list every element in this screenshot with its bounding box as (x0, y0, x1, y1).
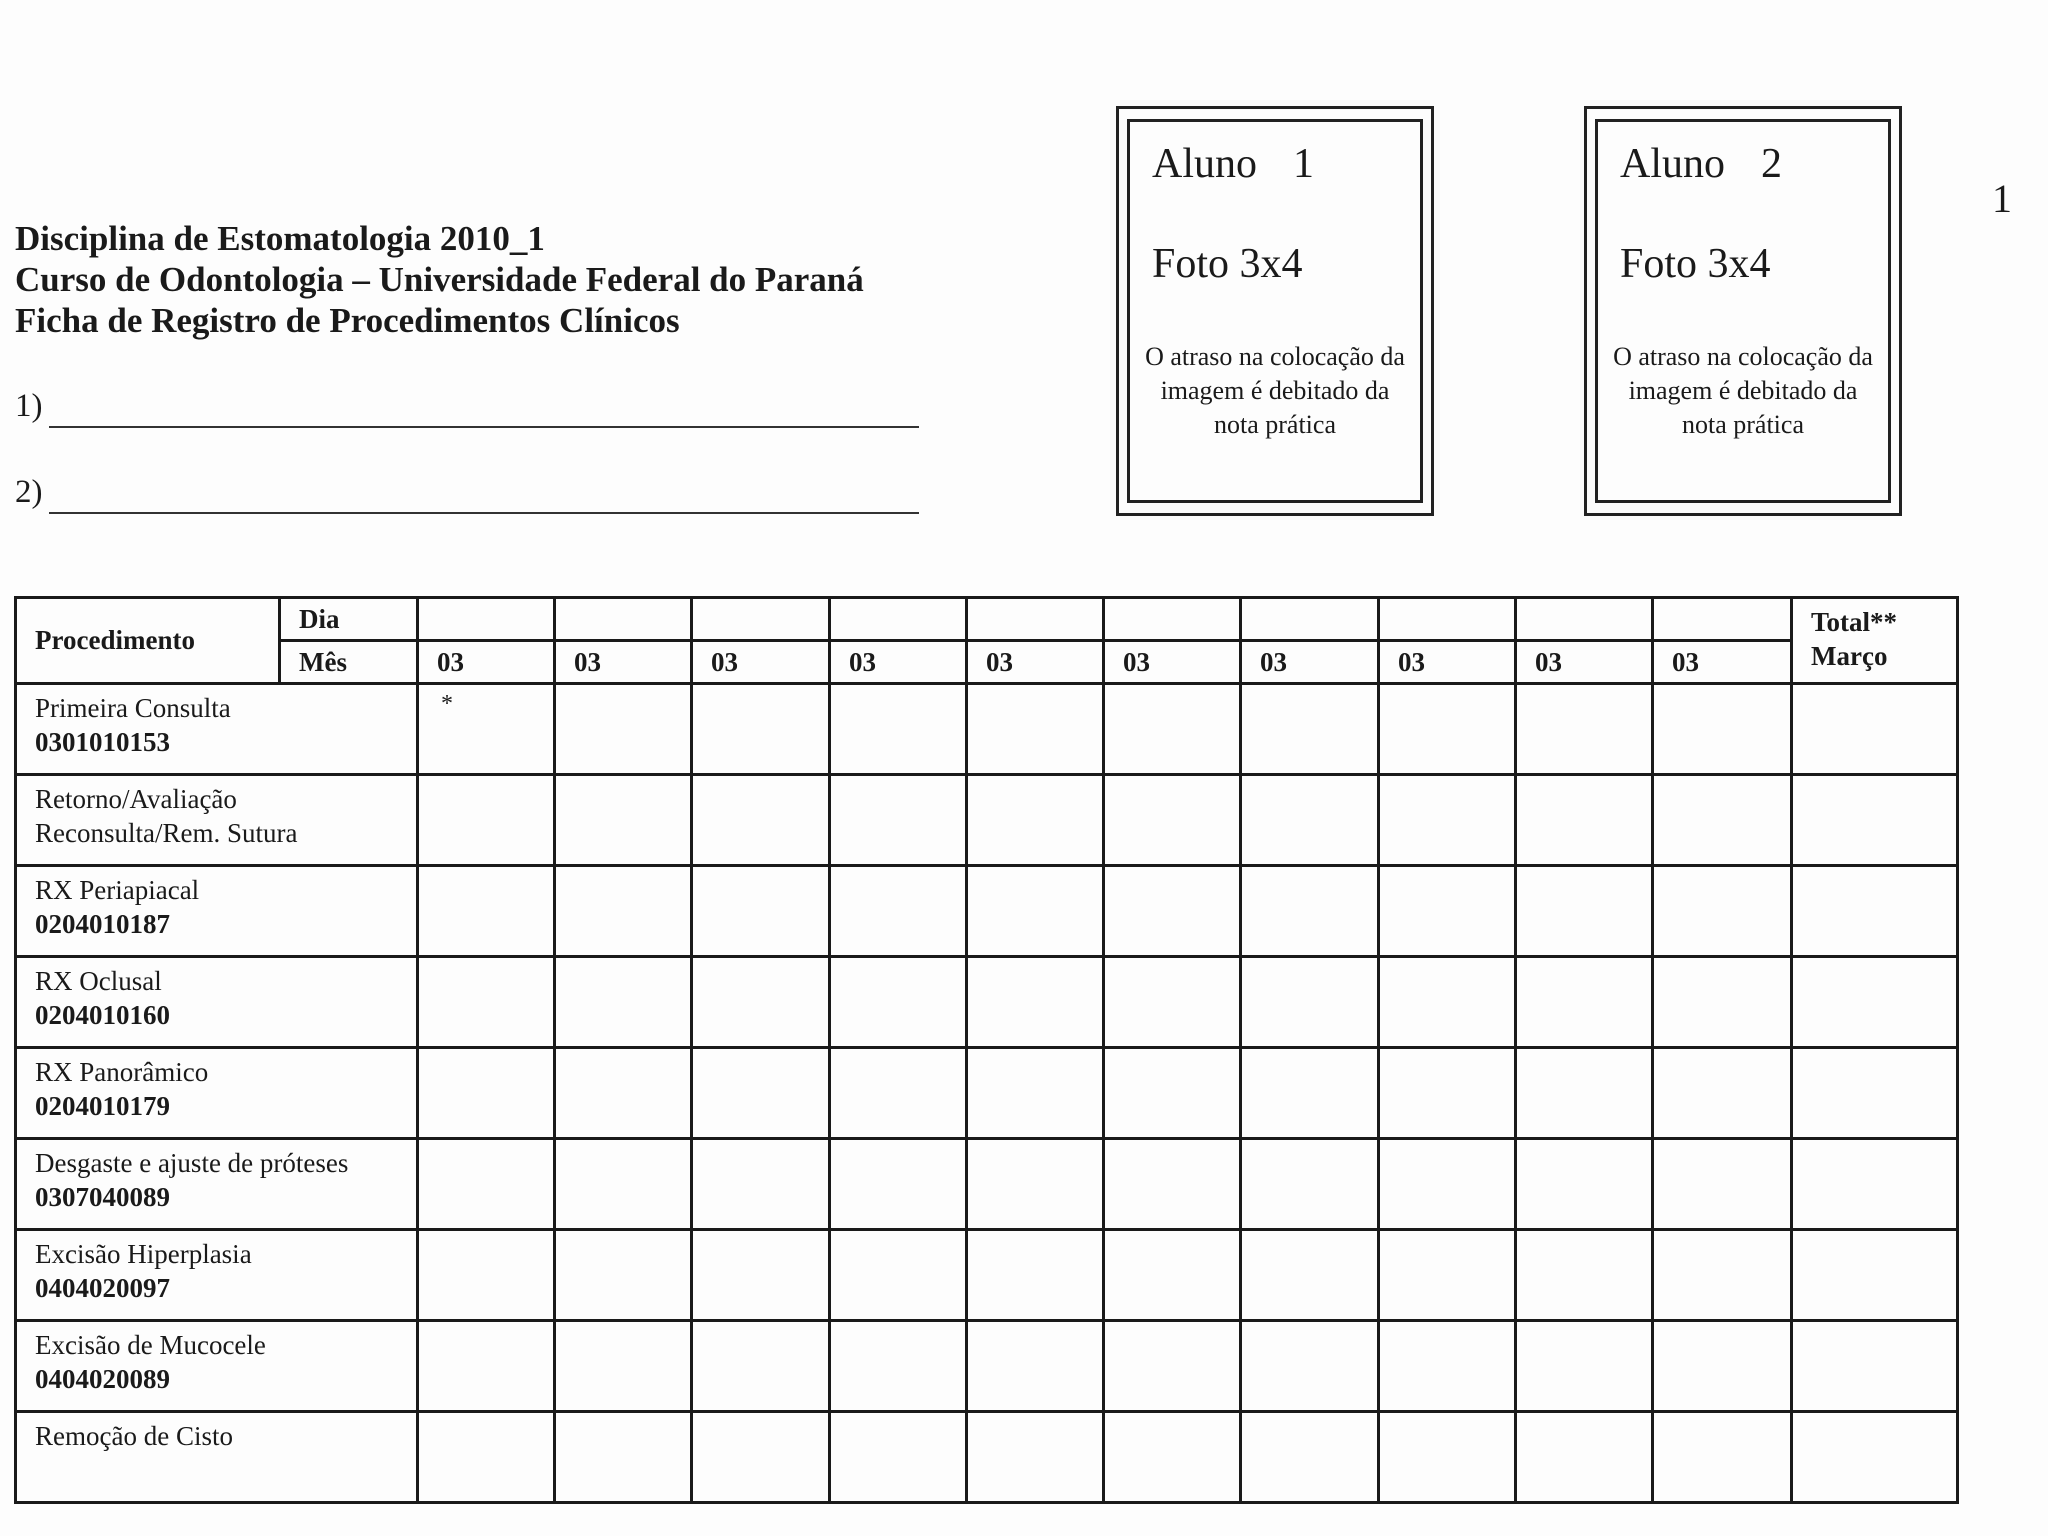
photo-note: O atraso na colocação da imagem é debitado da nota prática (1145, 342, 1405, 439)
mes-label: Mês (280, 641, 418, 684)
procedure-code: 0301010153 (35, 727, 170, 757)
entry-cell[interactable] (1379, 1321, 1516, 1412)
day-cell[interactable] (1104, 598, 1241, 641)
entry-cell[interactable] (555, 775, 692, 866)
entry-cell[interactable] (692, 1230, 830, 1321)
day-cell[interactable] (967, 598, 1104, 641)
procedure-code: 0204010179 (35, 1091, 170, 1121)
entry-cell[interactable] (692, 866, 830, 957)
entry-cell[interactable] (555, 684, 692, 775)
entry-cell[interactable] (418, 1412, 555, 1503)
table-row (16, 1048, 1958, 1139)
entry-cell[interactable] (830, 1230, 967, 1321)
total-cell[interactable] (1792, 1048, 1958, 1139)
procedure-code: 0204010187 (35, 909, 170, 939)
entry-cell[interactable] (1241, 1321, 1379, 1412)
procedure-code: 0307040089 (35, 1182, 170, 1212)
total-cell[interactable] (1792, 957, 1958, 1048)
entry-cell[interactable] (1241, 1139, 1379, 1230)
total-cell[interactable] (1792, 866, 1958, 957)
entry-cell[interactable] (418, 1230, 555, 1321)
entry-cell[interactable] (692, 1412, 830, 1503)
procedure-name: Desgaste e ajuste de próteses (35, 1148, 349, 1178)
table-header-row-mes (16, 641, 1958, 684)
entry-cell[interactable] (555, 866, 692, 957)
entry-cell[interactable] (418, 775, 555, 866)
month-cell: 03 (692, 641, 830, 684)
entry-cell[interactable] (1241, 684, 1379, 775)
entry-cell[interactable] (1379, 866, 1516, 957)
day-cell[interactable] (1516, 598, 1653, 641)
entry-cell[interactable] (1653, 1412, 1792, 1503)
total-header-month: Março (1811, 641, 1888, 671)
entry-cell[interactable] (830, 957, 967, 1048)
entry-cell[interactable] (1104, 1230, 1241, 1321)
entry-cell[interactable] (967, 866, 1104, 957)
procedure-cell (16, 775, 418, 866)
dia-label: Dia (280, 598, 418, 641)
procedure-cell (16, 1048, 418, 1139)
day-cell[interactable] (555, 598, 692, 641)
procedure-name: Retorno/Avaliação (35, 784, 237, 814)
month-cell: 03 (830, 641, 967, 684)
month-cell: 03 (1241, 641, 1379, 684)
entry-cell[interactable] (692, 1321, 830, 1412)
total-cell[interactable] (1792, 1139, 1958, 1230)
entry-cell[interactable] (1379, 957, 1516, 1048)
entry-cell[interactable] (1516, 1321, 1653, 1412)
entry-cell[interactable] (1241, 957, 1379, 1048)
month-cell: 03 (418, 641, 555, 684)
entry-cell[interactable] (692, 1048, 830, 1139)
photo-size-label: Foto 3x4 (1620, 241, 1771, 287)
entry-cell[interactable] (1104, 1139, 1241, 1230)
entry-cell[interactable] (555, 1230, 692, 1321)
total-header-label: Total** (1811, 607, 1898, 637)
entry-cell[interactable] (967, 1321, 1104, 1412)
entry-cell[interactable] (1653, 775, 1792, 866)
entry-cell[interactable] (1241, 1230, 1379, 1321)
entry-cell[interactable] (692, 775, 830, 866)
day-cell[interactable] (1379, 598, 1516, 641)
procedure-cell (16, 866, 418, 957)
procedure-name: RX Oclusal (35, 966, 162, 996)
entry-cell[interactable] (830, 1139, 967, 1230)
entry-cell[interactable] (1379, 1230, 1516, 1321)
entry-cell[interactable] (1653, 1230, 1792, 1321)
procedure-cell (16, 1230, 418, 1321)
entry-cell[interactable] (555, 1048, 692, 1139)
discipline-title: Disciplina de Estomatologia 2010_1 (15, 219, 545, 258)
entry-cell[interactable] (418, 1048, 555, 1139)
form-title: Ficha de Registro de Procedimentos Clínicos (15, 301, 680, 340)
month-cell: 03 (1104, 641, 1241, 684)
procedure-cell (16, 957, 418, 1048)
entry-cell[interactable] (1516, 684, 1653, 775)
entry-cell[interactable] (1241, 1412, 1379, 1503)
entry-cell[interactable] (830, 1048, 967, 1139)
table-row (16, 775, 1958, 866)
procedure-code: 0404020097 (35, 1273, 170, 1303)
entry-cell[interactable] (1516, 1412, 1653, 1503)
table-row (16, 866, 1958, 957)
entry-cell[interactable] (1104, 775, 1241, 866)
entry-cell[interactable] (555, 1321, 692, 1412)
procedure-name: Excisão de Mucocele (35, 1330, 266, 1360)
entry-cell[interactable] (418, 1321, 555, 1412)
month-cell: 03 (967, 641, 1104, 684)
entry-cell[interactable] (1104, 684, 1241, 775)
entry-cell[interactable] (1653, 1321, 1792, 1412)
entry-cell[interactable] (418, 1139, 555, 1230)
entry-cell[interactable] (967, 1412, 1104, 1503)
entry-cell[interactable] (1516, 866, 1653, 957)
entry-cell-marked[interactable]: * (418, 684, 555, 775)
entry-cell[interactable] (1516, 957, 1653, 1048)
photo-size-label: Foto 3x4 (1152, 241, 1303, 287)
entry-cell[interactable] (1379, 775, 1516, 866)
entry-cell[interactable] (1241, 1048, 1379, 1139)
entry-cell[interactable] (967, 684, 1104, 775)
entry-cell[interactable] (1516, 775, 1653, 866)
entry-cell[interactable] (967, 1048, 1104, 1139)
entry-cell[interactable] (692, 684, 830, 775)
entry-cell[interactable] (1104, 866, 1241, 957)
entry-cell[interactable] (418, 866, 555, 957)
entry-cell[interactable] (1379, 1412, 1516, 1503)
table-row (16, 1321, 1958, 1412)
procedure-code: 0404020089 (35, 1364, 170, 1394)
day-cell[interactable] (692, 598, 830, 641)
month-cell: 03 (1516, 641, 1653, 684)
entry-cell[interactable] (1104, 957, 1241, 1048)
day-cell[interactable] (1653, 598, 1792, 641)
total-cell[interactable] (1792, 1321, 1958, 1412)
entry-cell[interactable] (1104, 1412, 1241, 1503)
procedures-table (14, 596, 1959, 1504)
entry-cell[interactable] (1653, 866, 1792, 957)
entry-cell[interactable] (418, 957, 555, 1048)
procedure-cell (16, 1139, 418, 1230)
procedure-header: Procedimento (16, 598, 280, 684)
total-cell[interactable] (1792, 775, 1958, 866)
entry-cell[interactable] (830, 1412, 967, 1503)
entry-cell[interactable] (967, 957, 1104, 1048)
entry-cell[interactable] (1653, 1139, 1792, 1230)
month-cell: 03 (555, 641, 692, 684)
month-cell: 03 (1653, 641, 1792, 684)
student-1-label: 1) (15, 388, 43, 424)
entry-cell[interactable] (1516, 1139, 1653, 1230)
entry-cell[interactable] (830, 775, 967, 866)
entry-cell[interactable] (1516, 1048, 1653, 1139)
entry-cell[interactable] (555, 1412, 692, 1503)
photo-box-title: Aluno 2 (1620, 141, 1782, 187)
procedure-name: RX Panorâmico (35, 1057, 209, 1087)
entry-cell[interactable] (830, 866, 967, 957)
total-cell[interactable] (1792, 1230, 1958, 1321)
day-cell[interactable] (418, 598, 555, 641)
page-number: 1 (1992, 176, 2012, 221)
total-cell[interactable] (1792, 1412, 1958, 1503)
month-cell: 03 (1379, 641, 1516, 684)
photo-box-title: Aluno 1 (1152, 141, 1314, 187)
entry-cell[interactable] (967, 1139, 1104, 1230)
procedure-name: RX Periapiacal (35, 875, 200, 905)
entry-cell[interactable] (1653, 1048, 1792, 1139)
entry-cell[interactable] (967, 775, 1104, 866)
procedure-cell (16, 1321, 418, 1412)
day-cell[interactable] (1241, 598, 1379, 641)
procedure-cell (16, 1412, 418, 1503)
total-header (1792, 598, 1958, 684)
student-2-label: 2) (15, 474, 43, 510)
entry-cell[interactable] (1104, 1048, 1241, 1139)
entry-cell[interactable] (830, 684, 967, 775)
entry-cell[interactable] (555, 1139, 692, 1230)
entry-cell[interactable] (830, 1321, 967, 1412)
entry-cell[interactable] (1379, 1048, 1516, 1139)
table-row (16, 1139, 1958, 1230)
entry-cell[interactable] (555, 957, 692, 1048)
entry-cell[interactable] (692, 957, 830, 1048)
procedure-name: Excisão Hiperplasia (35, 1239, 252, 1269)
table-header-row-dia (16, 598, 1958, 641)
procedure-name: Primeira Consulta (35, 693, 231, 723)
table-row (16, 684, 1958, 775)
entry-cell[interactable] (1379, 684, 1516, 775)
table-row (16, 1412, 1958, 1503)
entry-cell[interactable] (1516, 1230, 1653, 1321)
entry-cell[interactable] (692, 1139, 830, 1230)
total-cell[interactable] (1792, 684, 1958, 775)
procedure-cell (16, 684, 418, 775)
entry-cell[interactable] (1104, 1321, 1241, 1412)
course-title: Curso de Odontologia – Universidade Federal do Paraná (15, 260, 864, 299)
entry-cell[interactable] (1379, 1139, 1516, 1230)
procedure-code: 0204010160 (35, 1000, 170, 1030)
procedure-code: Reconsulta/Rem. Sutura (35, 818, 298, 848)
procedure-name: Remoção de Cisto (35, 1421, 233, 1451)
photo-note: O atraso na colocação da imagem é debitado da nota prática (1613, 342, 1873, 439)
table-row (16, 1230, 1958, 1321)
table-row (16, 957, 1958, 1048)
entry-cell[interactable] (967, 1230, 1104, 1321)
entry-cell[interactable] (1241, 775, 1379, 866)
day-cell[interactable] (830, 598, 967, 641)
entry-cell[interactable] (1241, 866, 1379, 957)
entry-cell[interactable] (1653, 684, 1792, 775)
entry-cell[interactable] (1653, 957, 1792, 1048)
